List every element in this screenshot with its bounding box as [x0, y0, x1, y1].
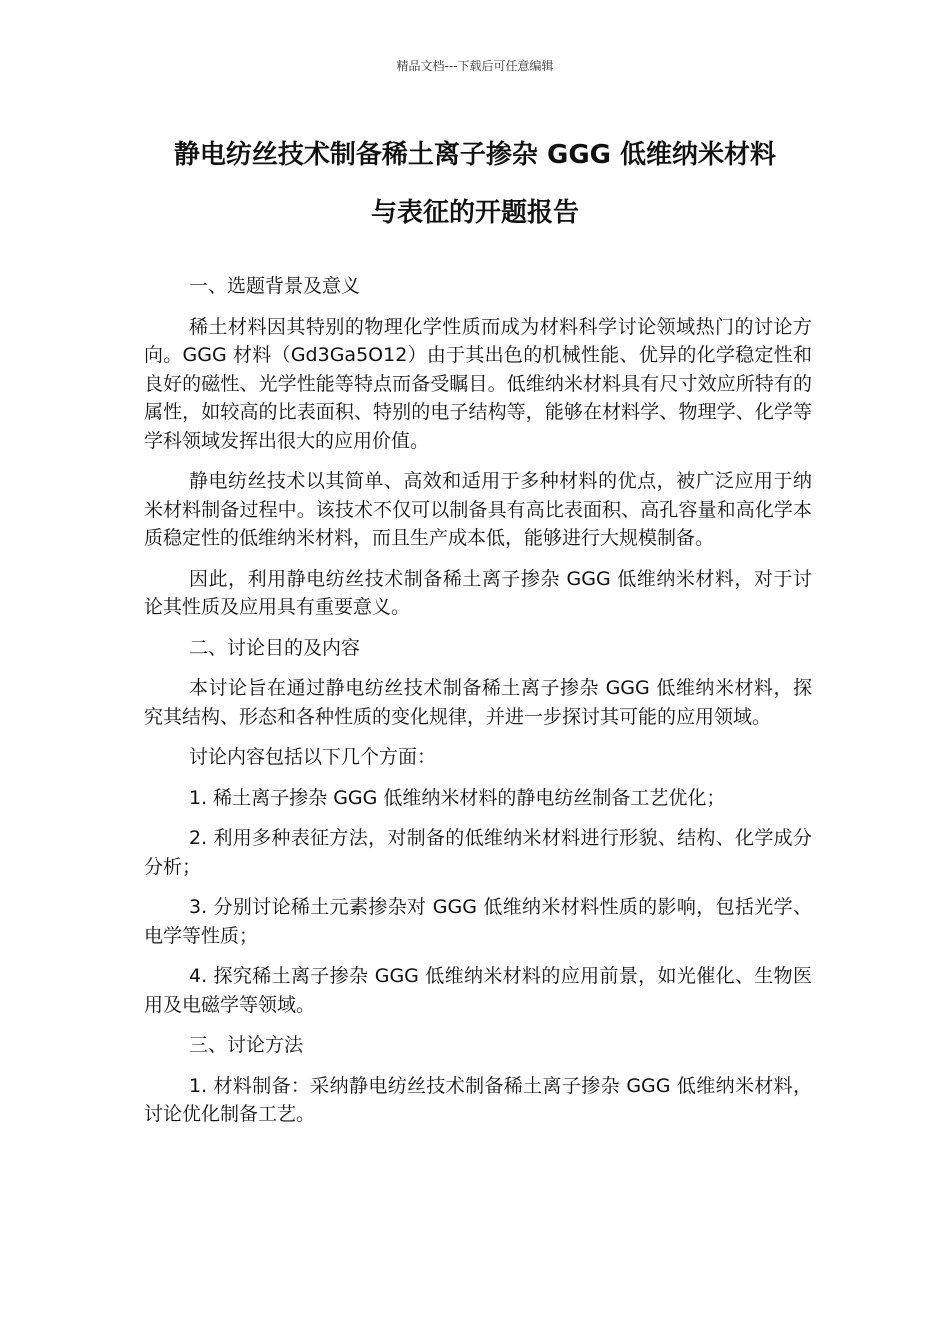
paragraph-purpose: 本讨论旨在通过静电纺丝技术制备稀土离子掺杂 GGG 低维纳米材料，探究其结构、形态和各种性质的变化规律，并进一步探讨其可能的应用领域。	[144, 677, 812, 728]
paragraph-background-2: 静电纺丝技术以其简单、高效和适用于多种材料的优点，被广泛应用于纳米材料制备过程中。该技术不仅可以制备具有高比表面积、高孔容量和高化学本质稳定性的低维纳米材料，而且生产成本低，能够进行大规模制备。	[144, 470, 812, 549]
header-note: 精品文档---下载后可任意编辑	[396, 59, 554, 73]
document-title-line-1: 静电纺丝技术制备稀土离子掺杂 GGG 低维纳米材料	[173, 140, 777, 170]
list-item-2: 2. 利用多种表征方法，对制备的低维纳米材料进行形貌、结构、化学成分分析；	[144, 827, 812, 878]
section-heading-purpose: 二、讨论目的及内容	[189, 636, 361, 659]
section-heading-background: 一、选题背景及意义	[189, 275, 361, 297]
paragraph-background-1: 稀土材料因其特别的物理化学性质而成为材料科学讨论领域热门的讨论方向。GGG 材料（Gd3Ga5O12）由于其出色的机械性能、优异的化学稳定性和良好的磁性、光学性能等特点而备受瞩目。低维纳米材料具有尺寸效应所特有的属性，如较高的比表面积、特别的电子结构等，能够在材料学、物理学、化学等学科领域发挥出很大的应用价值。	[144, 315, 812, 452]
document-body	[144, 272, 812, 1141]
paragraph-content-intro: 讨论内容包括以下几个方面：	[189, 746, 437, 768]
method-item-1: 1. 材料制备：采纳静电纺丝技术制备稀土离子掺杂 GGG 低维纳米材料，讨论优化制备工艺。	[144, 1074, 812, 1125]
list-item-4: 4. 探究稀土离子掺杂 GGG 低维纳米材料的应用前景，如光催化、生物医用及电磁学等领域。	[144, 965, 812, 1016]
list-item-1: 1. 稀土离子掺杂 GGG 低维纳米材料的静电纺丝制备工艺优化；	[189, 786, 726, 809]
section-heading-methods: 三、讨论方法	[189, 1034, 304, 1056]
document-title-line-2: 与表征的开题报告	[370, 198, 579, 228]
list-item-3: 3. 分别讨论稀土元素掺杂对 GGG 低维纳米材料性质的影响，包括光学、电学等性质；	[144, 896, 812, 947]
paragraph-background-3: 因此，利用静电纺丝技术制备稀土离子掺杂 GGG 低维纳米材料，对于讨论其性质及应用具有重要意义。	[144, 567, 812, 618]
